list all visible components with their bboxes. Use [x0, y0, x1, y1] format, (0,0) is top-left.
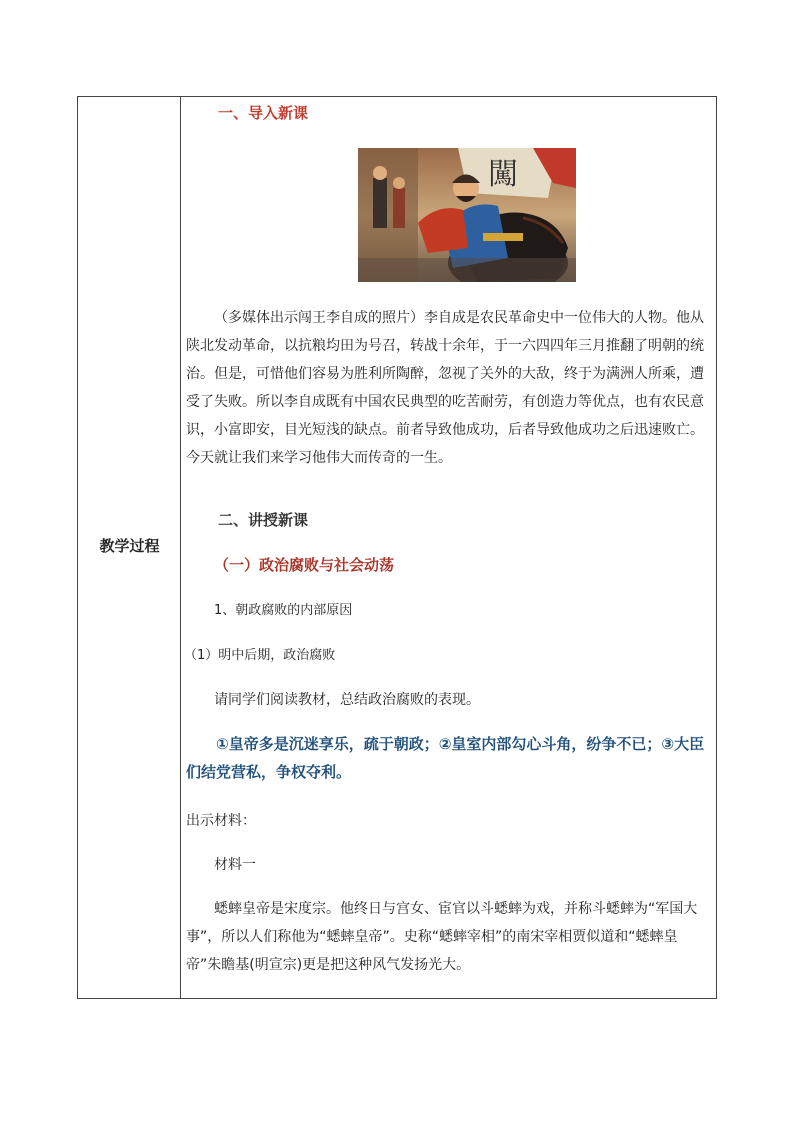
instruction-text: 请同学们阅读教材，总结政治腐败的表现。 [214, 692, 480, 708]
material-one-label: 材料一 [214, 857, 256, 873]
section-heading-new: 二、讲授新课 [218, 511, 309, 529]
left-label-cell [78, 97, 181, 998]
answer-text: ①皇帝多是沉迷享乐，疏于朝政；②皇室内部勾心斗角，纷争不已；③大臣们结党营私，争权夺利。 [186, 735, 705, 781]
item-1-1: （1）明中后期，政治腐败 [184, 648, 336, 663]
intro-paragraph: （多媒体出示闯王李自成的照片）李自成是农民革命史中一位伟大的人物。他从陕北发动革命，以抗粮均田为号召，转战十余年，于一六四四年三月推翻了明朝的统治。但是，可惜他们容易为胜利所陶醉，忽视了关外的大敌，终于为满洲人所乘，遭受了失败。所以李自成既有中国农民典型的吃苦耐劳，有创造力等优点，也有农民意识，小富即安，目光短浅的缺点。前者导致他成功，后者导致他成功之后迅速败亡。今天就让我们来学习他伟大而传奇的一生。 [186, 310, 704, 466]
li-zicheng-painting [358, 148, 576, 282]
item-1: 1、朝政腐败的内部原因 [214, 603, 353, 618]
section-heading-intro: 一、导入新课 [218, 104, 309, 122]
banner-character: 闖 [488, 157, 518, 192]
content-cell [182, 97, 716, 998]
material-one-text: 蟋蟀皇帝是宋度宗。他终日与宫女、宦官以斗蟋蟀为戏，并称斗蟋蟀为“军国大事”，所以人们称他为“蟋蟀皇帝”。史称“蟋蟀宰相”的南宋宰相贾似道和“蟋蟀皇帝”朱瞻基(明宣宗)更是把这种风气发扬光大。 [186, 901, 698, 973]
show-material-label: 出示材料： [186, 813, 256, 829]
row-label: 教学过程 [99, 537, 160, 555]
lesson-table [77, 96, 717, 999]
subsection-heading: （一）政治腐败与社会动荡 [214, 556, 395, 574]
